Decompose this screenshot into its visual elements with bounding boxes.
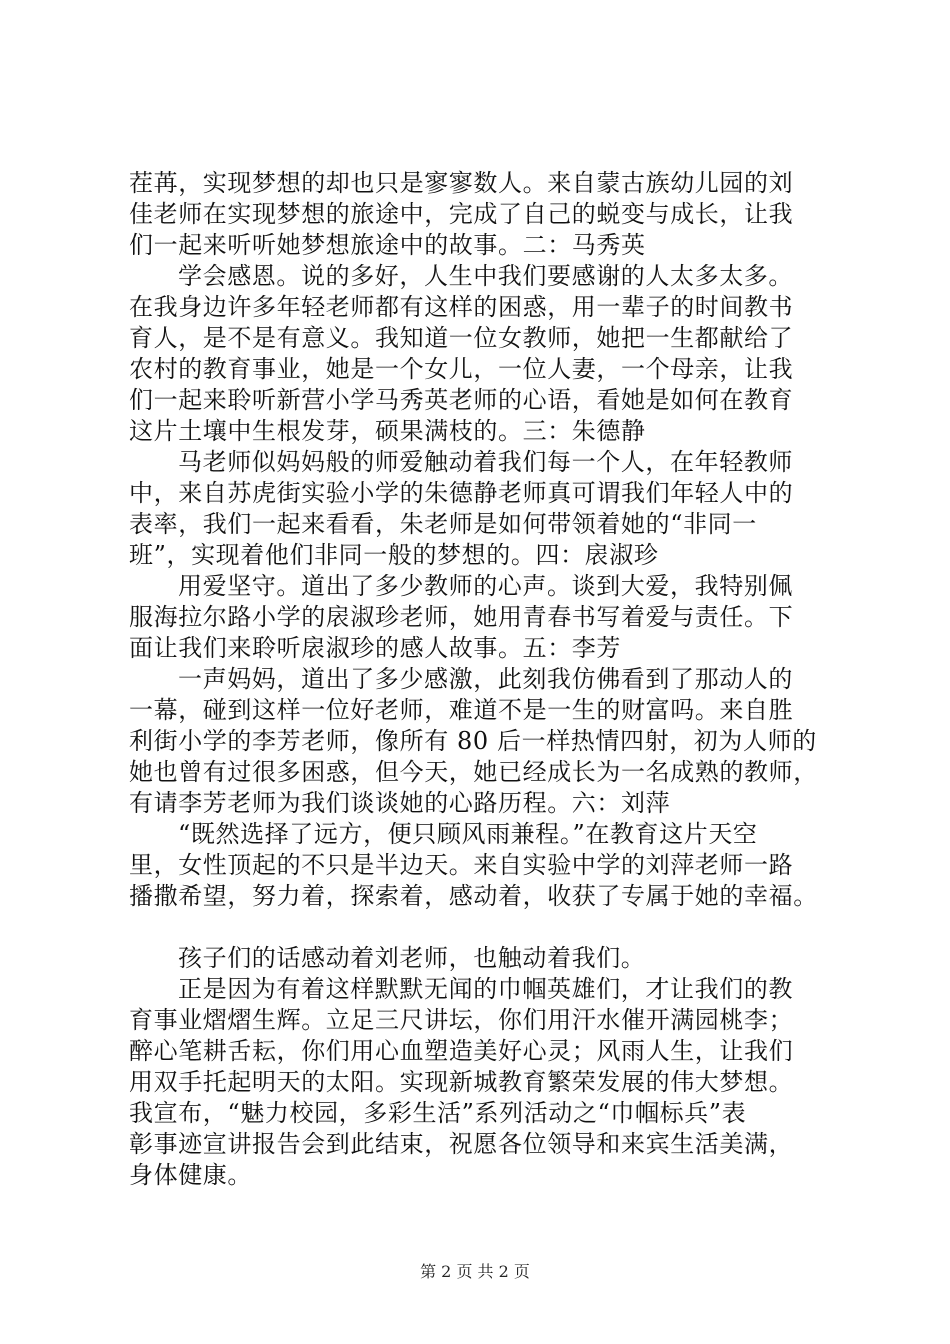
text-line: 服海拉尔路小学的扆淑珍老师，她用青春书写着爱与责任。下 <box>129 603 794 631</box>
text-line: 面让我们来聆听扆淑珍的感人故事。五：李芳 <box>129 634 621 662</box>
text-line: 我宣布，“魅力校园，多彩生活”系列活动之“巾帼标兵”表 <box>129 1099 747 1127</box>
text-line: 育事业熠熠生辉。立足三尺讲坛，你们用汗水催开满园桃李； <box>129 1006 794 1034</box>
text-line: 中，来自苏虎街实验小学的朱德静老师真可谓我们年轻人中的 <box>129 479 794 507</box>
text-line: 醉心笔耕舌耘，你们用心血塑造美好心灵；风雨人生，让我们 <box>129 1037 794 1065</box>
text-line: “既然选择了远方，便只顾风雨兼程。”在教育这片天空 <box>178 820 758 848</box>
text-line: 彰事迹宣讲报告会到此结束，祝愿各位领导和来宾生活美满， <box>129 1130 794 1158</box>
page-footer: 第 2 页 共 2 页 <box>420 1262 530 1281</box>
text-line: 里，女性顶起的不只是半边天。来自实验中学的刘萍老师一路 <box>129 851 794 879</box>
text-line: 播撒希望，努力着，探索着，感动着，收获了专属于她的幸福。 <box>129 882 818 910</box>
text-line: 育人，是不是有意义。我知道一位女教师，她把一生都献给了 <box>129 324 794 352</box>
text-line: 正是因为有着这样默默无闻的巾帼英雄们，才让我们的教 <box>178 975 793 1003</box>
text-line: 们一起来听听她梦想旅途中的故事。二：马秀英 <box>129 231 646 259</box>
text-line: 身体健康。 <box>129 1161 252 1189</box>
text-line: 她也曾有过很多困惑，但今天，她已经成长为一名成熟的教师， <box>129 758 818 786</box>
text-line: 们一起来聆听新营小学马秀英老师的心语，看她是如何在教育 <box>129 386 794 414</box>
document-body <box>129 168 849 1191</box>
text-line: 表率，我们一起来看看，朱老师是如何带领着她的“非同一 <box>129 510 757 538</box>
text-line: 孩子们的话感动着刘老师，也触动着我们。 <box>178 944 646 972</box>
text-line: 马老师似妈妈般的师爱触动着我们每一个人，在年轻教师 <box>178 448 793 476</box>
text-line: 班”，实现着他们非同一般的梦想的。四：扆淑珍 <box>129 541 659 569</box>
text-line: 利街小学的李芳老师，像所有 80 后一样热情四射，初为人师的 <box>129 727 817 755</box>
text-line: 佳老师在实现梦想的旅途中，完成了自己的蜕变与成长，让我 <box>129 200 794 228</box>
text-line: 用双手托起明天的太阳。实现新城教育繁荣发展的伟大梦想。 <box>129 1068 794 1096</box>
text-line: 学会感恩。说的多好，人生中我们要感谢的人太多太多。 <box>178 262 793 290</box>
text-line: 一幕，碰到这样一位好老师，难道不是一生的财富吗。来自胜 <box>129 696 794 724</box>
text-line: 一声妈妈，道出了多少感激，此刻我仿佛看到了那动人的 <box>178 665 793 693</box>
text-line: 用爱坚守。道出了多少教师的心声。谈到大爱，我特别佩 <box>178 572 793 600</box>
text-line: 茬苒，实现梦想的却也只是寥寥数人。来自蒙古族幼儿园的刘 <box>129 169 794 197</box>
paragraph-gap <box>129 912 849 943</box>
text-line: 这片土壤中生根发芽，硕果满枝的。三：朱德静 <box>129 417 646 445</box>
text-line: 有请李芳老师为我们谈谈她的心路历程。六：刘萍 <box>129 789 671 817</box>
text-line: 在我身边许多年轻老师都有这样的困惑，用一辈子的时间教书 <box>129 293 794 321</box>
text-line: 农村的教育事业，她是一个女儿，一位人妻，一个母亲，让我 <box>129 355 794 383</box>
